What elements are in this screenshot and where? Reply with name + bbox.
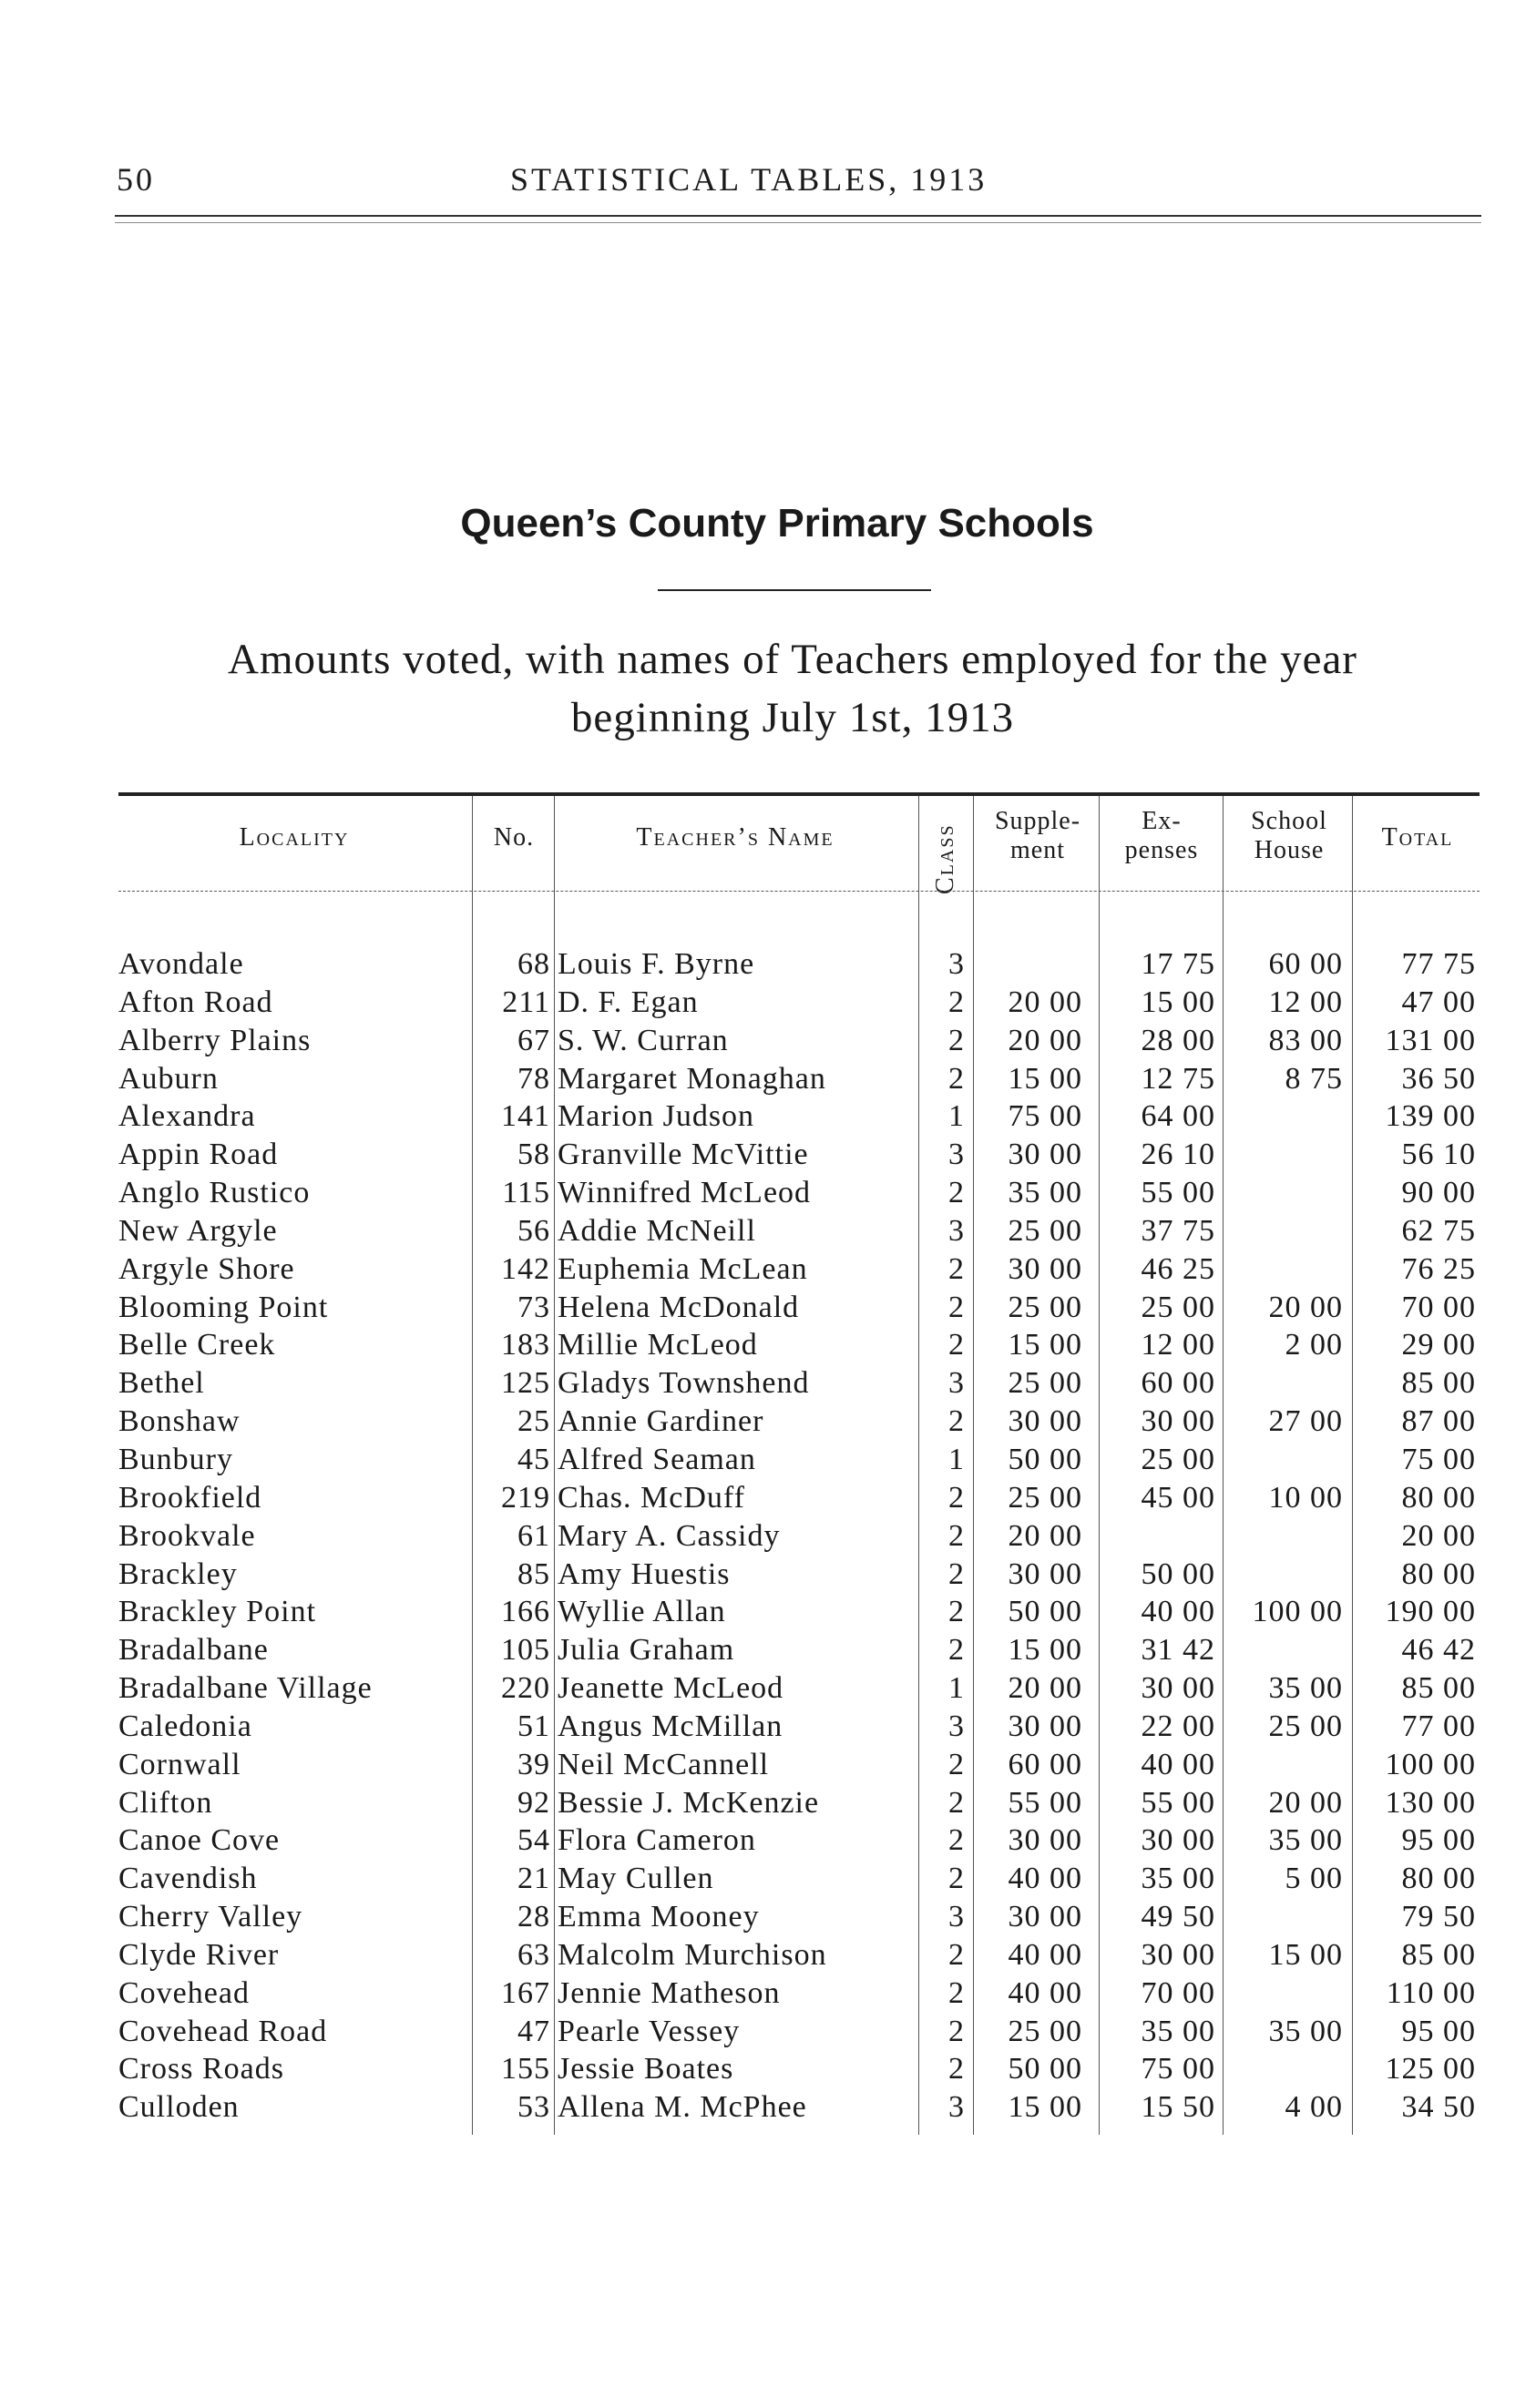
cell-total: 70 00 [1401,1290,1476,1324]
cell-total: 90 00 [1401,1176,1476,1210]
cell-total: 95 00 [1401,1823,1476,1858]
cell-school-house: 35 00 [1268,2014,1343,2048]
cell-locality: Afton Road [118,985,273,1019]
cell-expenses: 55 00 [1141,1785,1215,1820]
cell-expenses: 30 00 [1141,1671,1215,1706]
cell-class: 2 [948,1785,965,1820]
cell-total: 139 00 [1385,1099,1476,1134]
cell-total: 47 00 [1401,985,1476,1019]
table-row [0,1097,1536,1136]
table-row [0,2013,1536,2051]
cell-class: 2 [948,1061,965,1096]
cell-school-house: 12 00 [1268,985,1343,1019]
cell-number: 167 [501,1975,550,2010]
cell-teacher-name: Addie McNeill [558,1213,756,1248]
cell-expenses: 30 00 [1141,1823,1215,1858]
cell-class: 3 [948,947,965,981]
cell-expenses: 28 00 [1141,1023,1215,1057]
cell-total: 130 00 [1385,1785,1476,1820]
cell-class: 2 [948,1023,965,1057]
cell-expenses: 22 00 [1141,1709,1215,1743]
cell-supplement: 15 00 [1008,2090,1082,2125]
cell-class: 2 [948,1633,965,1668]
cell-school-house: 4 00 [1285,2090,1343,2125]
cell-teacher-name: Millie McLeod [558,1328,758,1362]
title-rule [658,589,931,591]
cell-supplement: 25 00 [1008,2014,1082,2048]
cell-class: 1 [948,1671,965,1706]
table-row [0,1364,1536,1403]
cell-teacher-name: D. F. Egan [558,985,699,1019]
table-row [0,1289,1536,1327]
cell-total: 77 75 [1401,947,1476,981]
cell-supplement: 40 00 [1008,1862,1082,1896]
cell-expenses: 70 00 [1141,1975,1215,2010]
cell-number: 56 [517,1213,550,1248]
cell-locality: Cross Roads [118,2052,284,2087]
table-row [0,1250,1536,1289]
cell-locality: Bunbury [118,1442,233,1476]
table-row [0,1479,1536,1517]
cell-locality: Cornwall [118,1747,241,1781]
cell-supplement: 35 00 [1008,1176,1082,1210]
cell-class: 2 [948,985,965,1019]
table-row [0,1631,1536,1669]
cell-locality: Cherry Valley [118,1900,303,1934]
cell-class: 3 [948,1366,965,1401]
cell-class: 2 [948,1862,965,1896]
cell-total: 85 00 [1401,1937,1476,1972]
column-header-supplement: Supple- ment [994,807,1081,864]
cell-locality: Alexandra [118,1099,256,1134]
cell-expenses: 55 00 [1141,1176,1215,1210]
cell-supplement: 40 00 [1008,1975,1082,2010]
cell-teacher-name: Emma Mooney [558,1900,760,1934]
cell-number: 21 [517,1862,550,1896]
cell-locality: Auburn [118,1061,219,1096]
table-row [0,1403,1536,1441]
cell-expenses: 17 75 [1141,947,1215,981]
cell-number: 58 [517,1138,550,1172]
cell-expenses: 60 00 [1141,1366,1215,1401]
cell-teacher-name: Marion Judson [558,1099,755,1134]
table-row [0,1746,1536,1784]
cell-supplement: 25 00 [1008,1480,1082,1515]
cell-locality: Bradalbane Village [118,1671,373,1706]
cell-locality: Belle Creek [118,1328,276,1362]
cell-class: 2 [948,1480,965,1515]
page-number: 50 [117,161,155,198]
column-header-class: Class [931,823,959,894]
table-row [0,1593,1536,1631]
cell-number: 67 [517,1023,550,1057]
cell-teacher-name: Annie Gardiner [558,1404,764,1439]
cell-school-house: 20 00 [1268,1290,1343,1324]
table-row [0,1860,1536,1898]
cell-teacher-name: Helena McDonald [558,1290,800,1324]
cell-total: 29 00 [1401,1328,1476,1362]
cell-expenses: 30 00 [1141,1937,1215,1972]
cell-locality: Culloden [118,2090,240,2125]
table-row [0,1517,1536,1556]
cell-supplement: 20 00 [1008,1671,1082,1706]
page-subtitle: Amounts voted, with names of Teachers employed for the year beginning July 1st, 1913 [228,636,1357,741]
cell-number: 25 [517,1404,550,1439]
cell-locality: Caledonia [118,1709,252,1743]
column-header-locality: Locality [239,823,350,852]
running-title: STATISTICAL TABLES, 1913 [510,161,988,198]
cell-expenses: 50 00 [1141,1556,1215,1591]
cell-total: 87 00 [1401,1404,1476,1439]
cell-supplement: 50 00 [1008,1595,1082,1629]
cell-number: 73 [517,1290,550,1324]
cell-number: 54 [517,1823,550,1858]
cell-teacher-name: Winnifred McLeod [558,1176,812,1210]
table-row [0,1212,1536,1250]
cell-locality: Appin Road [118,1138,279,1172]
cell-teacher-name: Euphemia McLean [558,1251,808,1286]
cell-number: 47 [517,2014,550,2048]
cell-number: 141 [501,1099,550,1134]
table-row [0,1898,1536,1936]
table-row [0,2050,1536,2088]
cell-expenses: 40 00 [1141,1747,1215,1781]
cell-number: 115 [502,1176,550,1210]
cell-number: 166 [501,1595,550,1629]
cell-locality: Argyle Shore [118,1251,295,1286]
cell-teacher-name: Flora Cameron [558,1823,756,1858]
running-header [117,160,1465,206]
cell-total: 125 00 [1385,2052,1476,2087]
header-rule [115,215,1481,223]
cell-total: 36 50 [1401,1061,1476,1096]
cell-teacher-name: Louis F. Byrne [558,947,755,981]
cell-teacher-name: Malcolm Murchison [558,1937,827,1972]
cell-locality: Brackley [118,1556,238,1591]
cell-locality: Brookvale [118,1518,256,1553]
cell-supplement: 15 00 [1008,1328,1082,1362]
cell-locality: Bonshaw [118,1404,241,1439]
table-row [0,1669,1536,1708]
table-row [0,1326,1536,1364]
cell-school-house: 5 00 [1285,1862,1343,1896]
cell-expenses: 35 00 [1141,1862,1215,1896]
cell-school-house: 35 00 [1268,1671,1343,1706]
cell-teacher-name: Jeanette McLeod [558,1671,784,1706]
cell-number: 125 [501,1366,550,1401]
cell-supplement: 40 00 [1008,1937,1082,1972]
cell-total: 110 00 [1386,1975,1476,2010]
cell-expenses: 30 00 [1141,1404,1215,1439]
cell-supplement: 25 00 [1008,1213,1082,1248]
cell-number: 53 [517,2090,550,2125]
cell-number: 45 [517,1442,550,1476]
cell-teacher-name: Jessie Boates [558,2052,734,2087]
cell-expenses: 75 00 [1141,2052,1215,2087]
cell-supplement: 50 00 [1008,1442,1082,1476]
cell-teacher-name: Granville McVittie [558,1138,809,1172]
cell-locality: Alberry Plains [118,1023,312,1057]
cell-expenses: 49 50 [1141,1900,1215,1934]
cell-total: 131 00 [1385,1023,1476,1057]
cell-class: 3 [948,2090,965,2125]
cell-total: 20 00 [1401,1518,1476,1553]
cell-expenses: 15 00 [1141,985,1215,1019]
cell-locality: Bethel [118,1366,205,1401]
cell-supplement: 25 00 [1008,1290,1082,1324]
cell-supplement: 30 00 [1008,1556,1082,1591]
cell-locality: Bradalbane [118,1633,269,1668]
page-title: Queen’s County Primary Schools [460,501,1094,546]
cell-class: 1 [948,1099,965,1134]
cell-class: 2 [948,1937,965,1972]
cell-expenses: 37 75 [1141,1213,1215,1248]
cell-number: 219 [501,1480,550,1515]
cell-number: 61 [517,1518,550,1553]
cell-class: 2 [948,1518,965,1553]
cell-expenses: 46 25 [1141,1251,1215,1286]
cell-supplement: 20 00 [1008,985,1082,1019]
cell-supplement: 75 00 [1008,1099,1082,1134]
cell-teacher-name: May Cullen [558,1862,714,1896]
cell-locality: Covehead Road [118,2014,328,2048]
cell-school-house: 25 00 [1268,1709,1343,1743]
cell-class: 2 [948,2014,965,2048]
table-body [0,945,1536,2127]
cell-teacher-name: Mary A. Cassidy [558,1518,781,1553]
table-row [0,1022,1536,1060]
cell-total: 80 00 [1401,1862,1476,1896]
cell-expenses: 12 00 [1141,1328,1215,1362]
table-row [0,1174,1536,1212]
column-header-no: No. [493,823,535,852]
cell-supplement: 20 00 [1008,1023,1082,1057]
cell-locality: Clifton [118,1785,213,1820]
table-top-rule [118,792,1480,796]
cell-supplement: 30 00 [1008,1709,1082,1743]
cell-locality: Clyde River [118,1937,280,1972]
table-row [0,1060,1536,1098]
cell-class: 3 [948,1213,965,1248]
column-header-expenses: Ex- penses [1124,807,1199,864]
cell-expenses: 25 00 [1141,1290,1215,1324]
cell-supplement: 50 00 [1008,2052,1082,2087]
cell-supplement: 30 00 [1008,1900,1082,1934]
cell-locality: Brookfield [118,1480,262,1515]
cell-teacher-name: Julia Graham [558,1633,735,1668]
cell-supplement: 30 00 [1008,1138,1082,1172]
cell-class: 2 [948,1290,965,1324]
cell-locality: Avondale [118,947,244,981]
cell-locality: Covehead [118,1975,250,2010]
table-row [0,1974,1536,2013]
cell-total: 77 00 [1401,1709,1476,1743]
cell-total: 95 00 [1401,2014,1476,2048]
cell-teacher-name: S. W. Curran [558,1023,729,1057]
cell-expenses: 12 75 [1141,1061,1215,1096]
cell-number: 78 [517,1061,550,1096]
cell-locality: Anglo Rustico [118,1176,311,1210]
cell-total: 80 00 [1401,1480,1476,1515]
cell-supplement: 30 00 [1008,1404,1082,1439]
cell-number: 51 [517,1709,550,1743]
cell-school-house: 10 00 [1268,1480,1343,1515]
cell-school-house: 15 00 [1268,1937,1343,1972]
cell-teacher-name: Chas. McDuff [558,1480,745,1515]
cell-class: 2 [948,1251,965,1286]
cell-supplement: 55 00 [1008,1785,1082,1820]
cell-total: 34 50 [1401,2090,1476,2125]
table-row [0,2088,1536,2127]
cell-teacher-name: Gladys Townshend [558,1366,810,1401]
table-header-rule [118,891,1480,892]
cell-teacher-name: Bessie J. McKenzie [558,1785,820,1820]
table-row [0,1441,1536,1479]
cell-supplement: 60 00 [1008,1747,1082,1781]
cell-expenses: 35 00 [1141,2014,1215,2048]
cell-number: 142 [501,1251,550,1286]
table-row [0,1136,1536,1174]
cell-number: 39 [517,1747,550,1781]
cell-school-house: 20 00 [1268,1785,1343,1820]
cell-class: 3 [948,1138,965,1172]
cell-locality: New Argyle [118,1213,278,1248]
cell-supplement: 30 00 [1008,1251,1082,1286]
cell-number: 63 [517,1937,550,1972]
cell-supplement: 15 00 [1008,1061,1082,1096]
cell-locality: Canoe Cove [118,1823,281,1858]
cell-number: 155 [501,2052,550,2087]
cell-class: 1 [948,1442,965,1476]
cell-number: 92 [517,1785,550,1820]
cell-total: 100 00 [1385,1747,1476,1781]
cell-total: 85 00 [1401,1671,1476,1706]
cell-teacher-name: Margaret Monaghan [558,1061,826,1096]
cell-teacher-name: Amy Huestis [558,1556,731,1591]
table-row [0,945,1536,984]
cell-number: 105 [501,1633,550,1668]
table-row [0,1821,1536,1860]
cell-expenses: 25 00 [1141,1442,1215,1476]
cell-expenses: 64 00 [1141,1099,1215,1134]
cell-locality: Cavendish [118,1862,258,1896]
table-row [0,1784,1536,1822]
cell-teacher-name: Neil McCannell [558,1747,770,1781]
cell-class: 3 [948,1900,965,1934]
table-row [0,1936,1536,1974]
cell-total: 75 00 [1401,1442,1476,1476]
cell-locality: Blooming Point [118,1290,329,1324]
cell-total: 62 75 [1401,1213,1476,1248]
cell-class: 2 [948,1176,965,1210]
cell-class: 2 [948,1975,965,2010]
cell-expenses: 15 50 [1141,2090,1215,2125]
table-row [0,1556,1536,1594]
cell-school-house: 8 75 [1285,1061,1343,1096]
cell-total: 56 10 [1401,1138,1476,1172]
cell-total: 79 50 [1401,1900,1476,1934]
cell-number: 220 [501,1671,550,1706]
cell-number: 211 [502,985,550,1019]
cell-number: 183 [501,1328,550,1362]
cell-number: 68 [517,947,550,981]
column-header-teacher: Teacher’s Name [636,823,835,852]
cell-class: 2 [948,2052,965,2087]
cell-supplement: 15 00 [1008,1633,1082,1668]
cell-teacher-name: Angus McMillan [558,1709,783,1743]
cell-class: 2 [948,1823,965,1858]
cell-expenses: 31 42 [1141,1633,1215,1668]
cell-school-house: 35 00 [1268,1823,1343,1858]
cell-expenses: 45 00 [1141,1480,1215,1515]
cell-locality: Brackley Point [118,1595,317,1629]
cell-supplement: 20 00 [1008,1518,1082,1553]
cell-class: 2 [948,1328,965,1362]
column-header-total: Total [1381,823,1454,852]
cell-expenses: 26 10 [1141,1138,1215,1172]
cell-school-house: 100 00 [1252,1595,1343,1629]
cell-teacher-name: Pearle Vessey [558,2014,741,2048]
cell-total: 190 00 [1385,1595,1476,1629]
cell-supplement: 25 00 [1008,1366,1082,1401]
table-row [0,1708,1536,1746]
cell-supplement: 30 00 [1008,1823,1082,1858]
cell-school-house: 27 00 [1268,1404,1343,1439]
cell-total: 76 25 [1401,1251,1476,1286]
cell-teacher-name: Allena M. McPhee [558,2090,807,2125]
cell-teacher-name: Jennie Matheson [558,1975,781,2010]
cell-school-house: 60 00 [1268,947,1343,981]
cell-class: 2 [948,1595,965,1629]
cell-school-house: 2 00 [1285,1328,1343,1362]
cell-total: 46 42 [1401,1633,1476,1668]
table-row [0,984,1536,1022]
cell-total: 80 00 [1401,1556,1476,1591]
cell-number: 28 [517,1900,550,1934]
cell-class: 2 [948,1404,965,1439]
cell-class: 2 [948,1747,965,1781]
cell-expenses: 40 00 [1141,1595,1215,1629]
cell-class: 2 [948,1556,965,1591]
cell-class: 3 [948,1709,965,1743]
cell-total: 85 00 [1401,1366,1476,1401]
cell-teacher-name: Alfred Seaman [558,1442,756,1476]
cell-school-house: 83 00 [1268,1023,1343,1057]
cell-number: 85 [517,1556,550,1591]
cell-teacher-name: Wyllie Allan [558,1595,726,1629]
column-header-school-house: School House [1251,807,1327,864]
